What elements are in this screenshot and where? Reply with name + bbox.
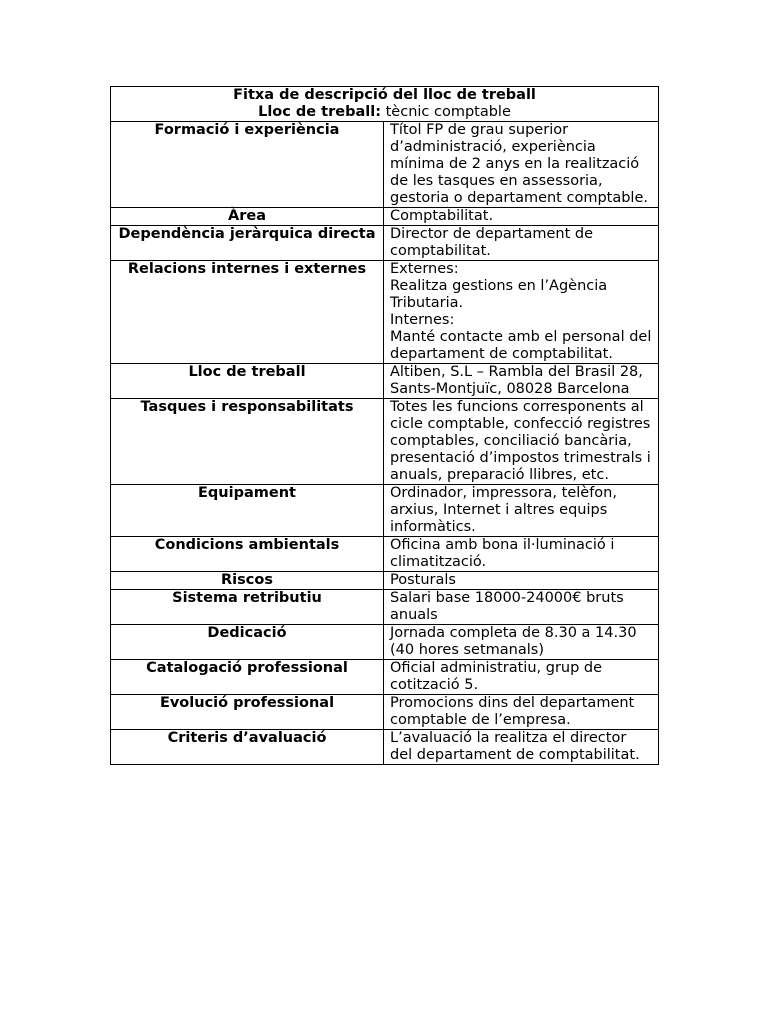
table-row <box>111 625 659 660</box>
table-row <box>111 590 659 625</box>
field-label: Relacions internes i externes <box>111 261 384 364</box>
field-label: Equipament <box>111 485 384 537</box>
field-label: Criteris d’avaluació <box>111 730 384 765</box>
table-row <box>111 122 659 208</box>
job-description-table <box>110 86 659 765</box>
header-row <box>111 87 659 122</box>
field-value: Promocions dins del departament comptable de l’empresa. <box>384 695 659 730</box>
table-row <box>111 261 659 364</box>
table-row <box>111 364 659 399</box>
field-value: Títol FP de grau superior d’administració, experiència mínima de 2 anys en la realització de les tasques en assessoria, gestoria o departament comptable. <box>384 122 659 208</box>
field-value: Oficial administratiu, grup de cotització 5. <box>384 660 659 695</box>
field-label: Dependència jeràrquica directa <box>111 226 384 261</box>
field-value: Posturals <box>384 572 659 590</box>
field-label: Condicions ambientals <box>111 537 384 572</box>
field-label: Catalogació professional <box>111 660 384 695</box>
field-value: Comptabilitat. <box>384 208 659 226</box>
job-label: Lloc de treball: <box>258 104 381 120</box>
field-label: Àrea <box>111 208 384 226</box>
table-row <box>111 485 659 537</box>
table-row <box>111 226 659 261</box>
field-label: Dedicació <box>111 625 384 660</box>
field-label: Tasques i responsabilitats <box>111 399 384 485</box>
table-row <box>111 537 659 572</box>
table-row <box>111 572 659 590</box>
field-label: Lloc de treball <box>111 364 384 399</box>
field-value: L’avaluació la realitza el director del departament de comptabilitat. <box>384 730 659 765</box>
field-value: Oficina amb bona il·luminació i climatització. <box>384 537 659 572</box>
job-value: tècnic comptable <box>381 104 511 120</box>
field-value: Ordinador, impressora, telèfon, arxius, Internet i altres equips informàtics. <box>384 485 659 537</box>
field-label: Evolució professional <box>111 695 384 730</box>
table-row <box>111 399 659 485</box>
field-value: Totes les funcions corresponents al cicle comptable, confecció registres comptables, conciliació bancària, presentació d’impostos trimestrals i anuals, preparació llibres, etc. <box>384 399 659 485</box>
table-row <box>111 730 659 765</box>
field-value: Jornada completa de 8.30 a 14.30 (40 hores setmanals) <box>384 625 659 660</box>
table-row <box>111 695 659 730</box>
field-value: Salari base 18000-24000€ bruts anuals <box>384 590 659 625</box>
table-row <box>111 208 659 226</box>
field-value: Externes: Realitza gestions en l’Agència Tributaria. Internes: Manté contacte amb el personal del departament de comptabilitat. <box>384 261 659 364</box>
table-row <box>111 660 659 695</box>
field-label: Riscos <box>111 572 384 590</box>
field-label: Sistema retributiu <box>111 590 384 625</box>
field-value: Altiben, S.L – Rambla del Brasil 28, Sants-Montjuïc, 08028 Barcelona <box>384 364 659 399</box>
field-label: Formació i experiència <box>111 122 384 208</box>
field-value: Director de departament de comptabilitat. <box>384 226 659 261</box>
document-title: Fitxa de descripció del lloc de treball <box>233 87 536 103</box>
header-cell <box>111 87 659 122</box>
